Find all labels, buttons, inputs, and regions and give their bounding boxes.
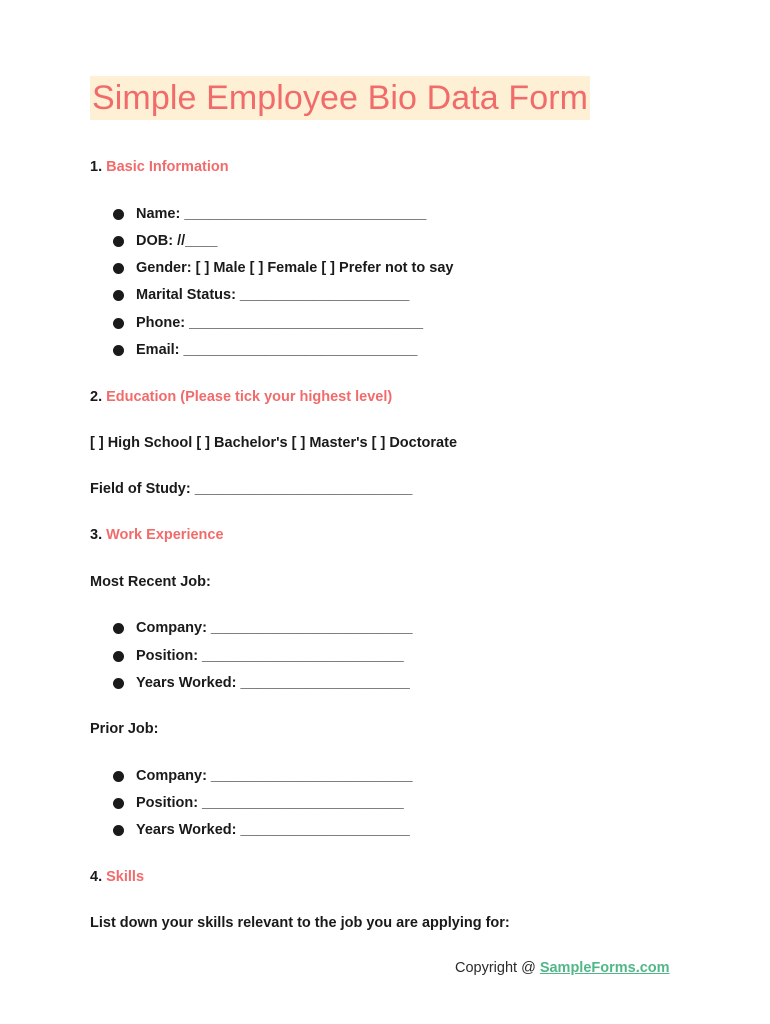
prior-years-worked-field[interactable]: Years Worked: _____________________ bbox=[136, 822, 410, 838]
recent-company-field[interactable]: Company: _________________________ bbox=[136, 620, 413, 636]
name-field[interactable]: Name: ______________________________ bbox=[136, 206, 427, 222]
prior-company-field[interactable]: Company: _________________________ bbox=[136, 768, 413, 784]
bullet-icon bbox=[113, 345, 124, 356]
bullet-icon bbox=[113, 290, 124, 301]
bullet-icon bbox=[113, 798, 124, 809]
section-number: 1. bbox=[90, 159, 103, 175]
marital-status-field[interactable]: Marital Status: _____________________ bbox=[136, 287, 410, 303]
bullet-icon bbox=[113, 825, 124, 836]
section-title: Basic Information bbox=[106, 159, 229, 175]
bullet-icon bbox=[113, 651, 124, 662]
bullet-icon bbox=[113, 678, 124, 689]
most-recent-job-label: Most Recent Job: bbox=[90, 574, 211, 590]
prior-position-field[interactable]: Position: _________________________ bbox=[136, 795, 404, 811]
dob-field[interactable]: DOB: //____ bbox=[136, 233, 218, 249]
bullet-icon bbox=[113, 623, 124, 634]
skills-prompt: List down your skills relevant to the job you are applying for: bbox=[90, 915, 510, 931]
section-title: Skills bbox=[106, 869, 145, 885]
education-level-options[interactable]: [ ] High School [ ] Bachelor's [ ] Master's [ ] Doctorate bbox=[90, 435, 458, 451]
bullet-icon bbox=[113, 209, 124, 220]
section-heading-skills bbox=[90, 868, 144, 886]
page-title: Simple Employee Bio Data Form bbox=[90, 76, 590, 120]
section-title: Education (Please tick your highest level) bbox=[106, 389, 393, 405]
sampleforms-link[interactable]: SampleForms.com bbox=[539, 960, 670, 976]
phone-field[interactable]: Phone: _____________________________ bbox=[136, 315, 424, 331]
field-of-study-field[interactable]: Field of Study: ___________________________ bbox=[90, 481, 413, 497]
section-heading-work-experience bbox=[90, 526, 224, 544]
prior-job-label: Prior Job: bbox=[90, 721, 159, 737]
section-title: Work Experience bbox=[106, 527, 224, 543]
bullet-icon bbox=[113, 771, 124, 782]
footer-copyright bbox=[455, 959, 670, 977]
section-heading-basic-info bbox=[90, 158, 229, 176]
copyright-text: Copyright @ bbox=[455, 960, 536, 976]
bullet-icon bbox=[113, 263, 124, 274]
section-number: 4. bbox=[90, 869, 103, 885]
bullet-icon bbox=[113, 318, 124, 329]
gender-field[interactable]: Gender: [ ] Male [ ] Female [ ] Prefer not to say bbox=[136, 260, 454, 276]
section-heading-education bbox=[90, 388, 392, 406]
recent-years-worked-field[interactable]: Years Worked: _____________________ bbox=[136, 675, 410, 691]
email-field[interactable]: Email: _____________________________ bbox=[136, 342, 418, 358]
section-number: 2. bbox=[90, 389, 103, 405]
bullet-icon bbox=[113, 236, 124, 247]
recent-position-field[interactable]: Position: _________________________ bbox=[136, 648, 404, 664]
section-number: 3. bbox=[90, 527, 103, 543]
